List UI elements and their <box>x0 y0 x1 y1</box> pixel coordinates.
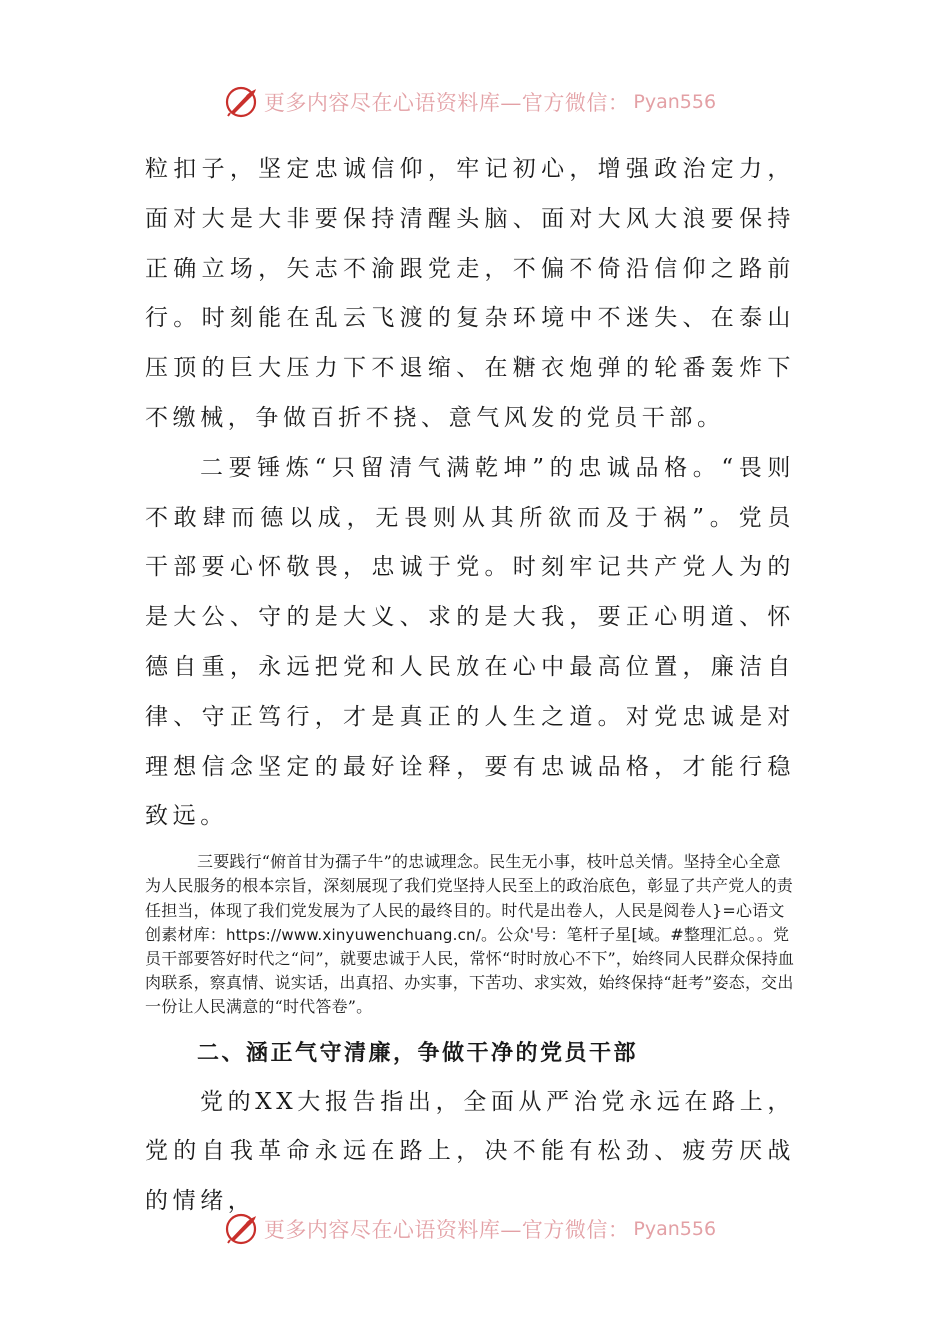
quill-logo-icon <box>224 85 258 119</box>
banner-wechat-id: Pyan556 <box>633 91 717 113</box>
paragraph-1: 粒扣子，坚定忠诚信仰，牢记初心，增强政治定力，面对大是大非要保持清醒头脑、面对大风大浪要保持正确立场，矢志不渝跟党走，不偏不倚沿信仰之路前行。时刻能在乱云飞渡的复杂环境中不迷失、在泰山压顶的巨大压力下不退缩、在糖衣炮弹的轮番轰炸下不缴械，争做百折不挠、意气风发的党员干部。 <box>145 156 795 431</box>
header-banner <box>0 82 950 122</box>
paragraph-3-part-b: 。公众'号：笔杆子星[域。#整理汇总。。党员干部要答好时代之“问”，就要忠诚于人民，常怀“时时放心不下”，始终同人民群众保持血肉联系，察真情、说实话，出真招、办实事，下苦功、求实效，始终保持“赶考”姿态，交出一份让人民满意的“时代答卷”。 <box>145 924 795 1017</box>
banner-text: 更多内容尽在心语资料库—官方微信： <box>263 91 630 115</box>
section-heading: 二、涵正气守清廉，争做干净的党员干部 <box>197 1040 639 1066</box>
banner-wechat-id: Pyan556 <box>633 1218 717 1240</box>
header-banner-content <box>224 85 716 119</box>
source-url: https://www.xinyuwenchuang.cn/ <box>226 925 481 944</box>
document-body <box>145 145 795 1227</box>
paragraph-4: 党的XX大报告指出，全面从严治党永远在路上，党的自我革命永远在路上，决不能有松劲、疲劳厌战的情绪， <box>145 1088 795 1215</box>
quill-logo-icon <box>224 1212 258 1246</box>
paragraph-3-part-a: 三要践行“俯首甘为孺子牛”的忠诚理念。民生无小事，枝叶总关情。坚持全心全意为人民服务的根本宗旨，深刻展现了我们党坚持人民至上的政治底色，彰显了共产党人的责任担当，体现了我们党发展为了人民的最终目的。时代是出卷人，人民是阅卷人}=心语文创素材库： <box>145 852 794 944</box>
footer-banner-content <box>224 1212 716 1246</box>
paragraph-2: 二要锤炼“只留清气满乾坤”的忠诚品格。“畏则不敢肆而德以成，无畏则从其所欲而及于祸”。党员干部要心怀敬畏，忠诚于党。时刻牢记共产党人为的是大公、守的是大义、求的是大我，要正心明道、怀德自重，永远把党和人民放在心中最高位置，廉洁自律、守正笃行，才是真正的人生之道。对党忠诚是对理想信念坚定的最好诠释，要有忠诚品格，才能行稳致远。 <box>145 454 795 830</box>
footer-banner <box>0 1209 950 1249</box>
paragraph-3 <box>145 850 795 1019</box>
banner-text: 更多内容尽在心语资料库—官方微信： <box>263 1218 630 1242</box>
